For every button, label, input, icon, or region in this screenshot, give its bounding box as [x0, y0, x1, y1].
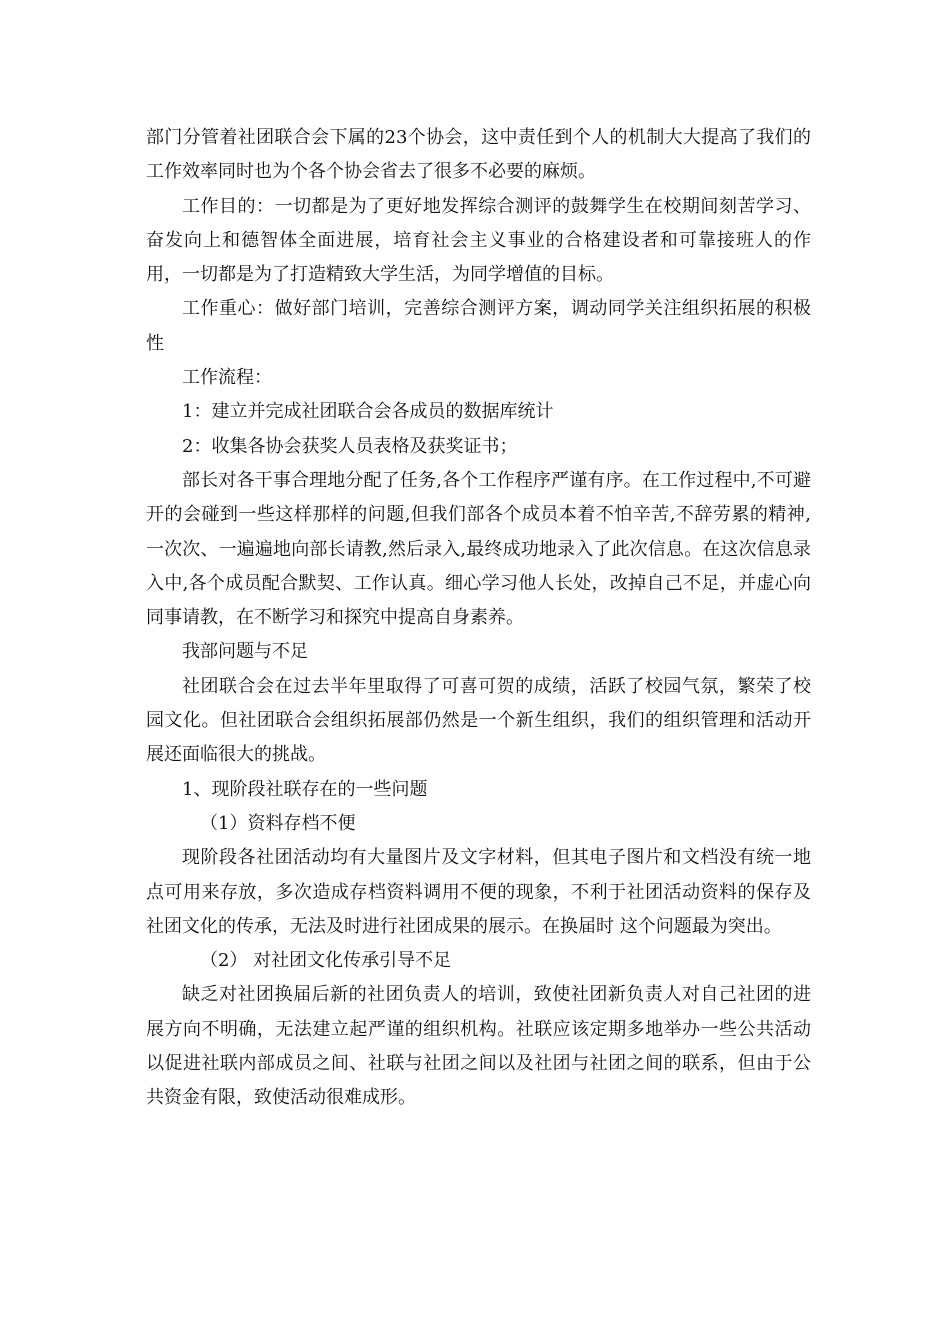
paragraph-culture-issue: 缺乏对社团换届后新的社团负责人的培训，致使社团新负责人对自己社团的进展方向不明确，无法建立起严谨的组织机构。社联应该定期多地举办一些公共活动以促进社联内部成员之间、社联与社团之间以及社团与社团之间的联系，但由于公共资金有限，致使活动很难成形。	[146, 984, 811, 1109]
paragraph-process-step-2: 2：收集各协会获奖人员表格及获奖证书；	[182, 435, 518, 457]
paragraph-work-focus: 工作重心：做好部门培训，完善综合测评方案，调动同学关注组织拓展的积极性	[146, 298, 811, 354]
paragraph-section-1-heading: 1、现阶段社联存在的一些问题	[182, 778, 428, 800]
document-body	[146, 121, 811, 1116]
paragraph-continuation: 部门分管着社团联合会下属的23个协会，这中责任到个人的机制大大提高了我们的工作效率同时也为个各个协会省去了很多不必要的麻烦。	[146, 127, 811, 183]
paragraph-achievements: 社团联合会在过去半年里取得了可喜可贺的成绩，活跃了校园气氛，繁荣了校园文化。但社团联合会组织拓展部仍然是一个新生组织，我们的组织管理和活动开展还面临很大的挑战。	[146, 675, 811, 766]
paragraph-archive-issue: 现阶段各社团活动均有大量图片及文字材料，但其电子图片和文档没有统一地点可用来存放，多次造成存档资料调用不便的现象，不利于社团活动资料的保存及社团文化的传承，无法及时进行社团成果的展示。在换届时 这个问题最为突出。	[146, 847, 811, 937]
paragraph-work-process-heading: 工作流程：	[182, 367, 272, 389]
paragraph-process-step-1: 1：建立并完成社团联合会各成员的数据库统计	[182, 401, 554, 423]
paragraph-problems-heading: 我部问题与不足	[182, 641, 308, 663]
paragraph-subsection-2-heading: （2） 对社团文化传承引导不足	[200, 950, 452, 972]
paragraph-subsection-1-heading: （1）资料存档不便	[200, 812, 356, 834]
paragraph-work-purpose: 工作目的：一切都是为了更好地发挥综合测评的鼓舞学生在校期间刻苦学习、奋发向上和德智体全面进展，培育社会主义事业的合格建设者和可靠接班人的作用，一切都是为了打造精致大学生活，为同学增值的目标。	[146, 195, 811, 286]
paragraph-task-assignment: 部长对各干事合理地分配了任务,各个工作程序严谨有序。在工作过程中,不可避开的会碰到一些这样那样的问题,但我们部各个成员本着不怕辛苦,不辞劳累的精神,一次次、一遍遍地向部长请教,然后录入,最终成功地录入了此次信息。在这次信息录入中,各个成员配合默契、工作认真。细心学习他人长处，改掉自己不足，并虚心向同事请教，在不断学习和探究中提高自身素养。	[146, 469, 811, 629]
